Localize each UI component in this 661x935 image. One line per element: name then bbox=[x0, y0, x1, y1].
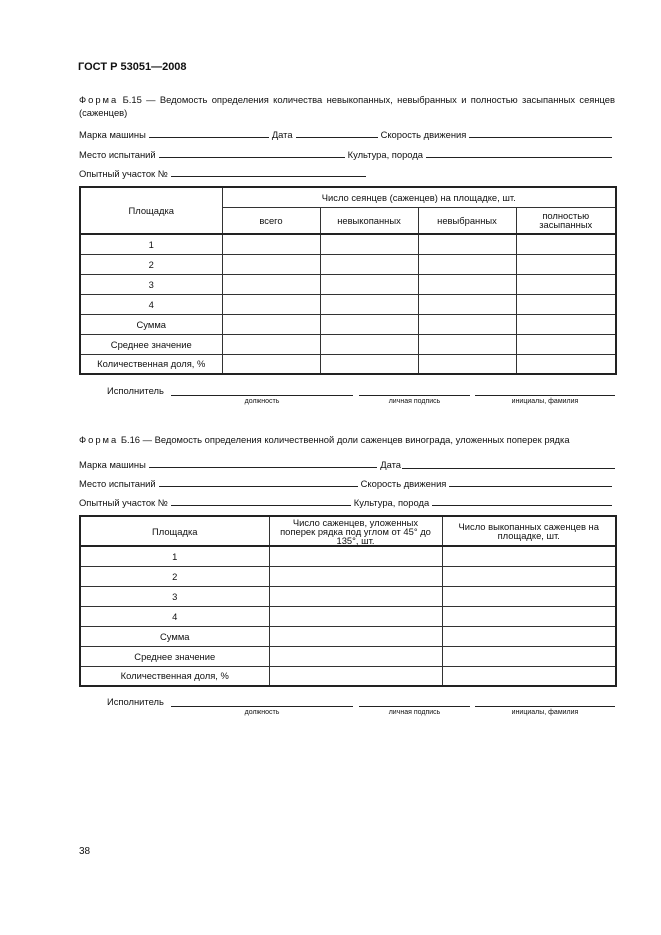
form1-title-text: Б.15 — Ведомость определения количества невыкопанных, невыбранных и полностью засыпанных сеянцев (саженцев) bbox=[79, 94, 616, 118]
table-cell[interactable] bbox=[320, 354, 418, 374]
table-cell[interactable] bbox=[442, 546, 616, 566]
table-cell[interactable] bbox=[418, 334, 516, 354]
form2-field-culture[interactable] bbox=[432, 496, 612, 506]
table-cell[interactable] bbox=[442, 606, 616, 626]
table-cell[interactable] bbox=[516, 294, 616, 314]
table-cell[interactable] bbox=[320, 334, 418, 354]
table-cell[interactable] bbox=[442, 566, 616, 586]
table-row bbox=[80, 234, 616, 254]
table-cell[interactable] bbox=[320, 254, 418, 274]
table-cell[interactable] bbox=[418, 274, 516, 294]
row-label: Среднее значение bbox=[80, 334, 222, 354]
form1-signature-position-line[interactable] bbox=[171, 395, 353, 396]
table-row bbox=[80, 254, 616, 274]
form1-header-group: Число сеянцев (саженцев) на площадке, шт. bbox=[222, 187, 616, 207]
form1-label-plot: Опытный участок № bbox=[79, 168, 168, 179]
table-cell[interactable] bbox=[269, 566, 442, 586]
table-cell[interactable] bbox=[516, 254, 616, 274]
form1-caption-name: инициалы, фамилия bbox=[511, 398, 579, 405]
row-label: Количественная доля, % bbox=[80, 354, 222, 374]
form2-signature-position-line[interactable] bbox=[171, 706, 353, 707]
form1-signature-name-line[interactable] bbox=[475, 395, 615, 396]
table-cell[interactable] bbox=[418, 354, 516, 374]
form1-header-unpicked: невыбранных bbox=[418, 207, 516, 234]
form1-header-area: Площадка bbox=[80, 187, 222, 234]
table-cell[interactable] bbox=[516, 314, 616, 334]
table-cell[interactable] bbox=[516, 274, 616, 294]
table-row bbox=[80, 354, 616, 374]
table-cell[interactable] bbox=[418, 254, 516, 274]
table-cell[interactable] bbox=[320, 314, 418, 334]
form1-row-machine bbox=[79, 128, 615, 140]
table-cell[interactable] bbox=[269, 546, 442, 566]
table-row bbox=[80, 314, 616, 334]
form2-prefix: Форма bbox=[79, 434, 119, 445]
form1-label-speed: Скорость движения bbox=[380, 129, 467, 140]
form1-label-culture: Культура, порода bbox=[347, 149, 424, 160]
row-label: Количественная доля, % bbox=[80, 666, 269, 686]
row-label: Сумма bbox=[80, 626, 269, 646]
table-cell[interactable] bbox=[442, 666, 616, 686]
form2-row-plot bbox=[79, 496, 615, 508]
form1-label-date: Дата bbox=[271, 129, 293, 140]
row-label: 4 bbox=[80, 606, 269, 626]
form2-title bbox=[79, 433, 615, 446]
row-label: 2 bbox=[80, 566, 269, 586]
form1-prefix: Форма bbox=[79, 94, 119, 105]
table-cell[interactable] bbox=[320, 234, 418, 254]
page-number: 38 bbox=[79, 846, 91, 857]
form2-field-machine[interactable] bbox=[149, 458, 377, 468]
table-cell[interactable] bbox=[222, 294, 320, 314]
form2-caption-name: инициалы, фамилия bbox=[511, 709, 579, 716]
form1-header-undug: невыкопанных bbox=[320, 207, 418, 234]
form1-row-place bbox=[79, 148, 615, 160]
form2-header-area: Площадка bbox=[80, 516, 269, 546]
table-row bbox=[80, 606, 616, 626]
form1-title bbox=[79, 93, 615, 119]
form2-label-culture: Культура, порода bbox=[353, 497, 430, 508]
table-cell[interactable] bbox=[320, 294, 418, 314]
document-header: ГОСТ Р 53051—2008 bbox=[78, 61, 187, 73]
row-label: 3 bbox=[80, 586, 269, 606]
form2-field-plot[interactable] bbox=[171, 496, 351, 506]
table-cell[interactable] bbox=[269, 646, 442, 666]
table-cell[interactable] bbox=[418, 314, 516, 334]
form1-label-place: Место испытаний bbox=[79, 149, 156, 160]
form1-table bbox=[79, 186, 617, 375]
form1-field-culture[interactable] bbox=[426, 148, 612, 158]
row-label: 1 bbox=[80, 234, 222, 254]
table-row bbox=[80, 586, 616, 606]
table-cell[interactable] bbox=[269, 606, 442, 626]
form1-caption-position: должность bbox=[244, 398, 280, 405]
form2-label-place: Место испытаний bbox=[79, 478, 156, 489]
form2-caption-position: должность bbox=[244, 709, 280, 716]
table-cell[interactable] bbox=[516, 234, 616, 254]
table-cell[interactable] bbox=[269, 586, 442, 606]
table-cell[interactable] bbox=[442, 586, 616, 606]
table-cell[interactable] bbox=[269, 666, 442, 686]
row-label: 4 bbox=[80, 294, 222, 314]
form2-label-plot: Опытный участок № bbox=[79, 497, 168, 508]
form1-signature-label: Исполнитель bbox=[107, 385, 164, 396]
form1-row-plot bbox=[79, 167, 369, 179]
form2-label-machine: Марка машины bbox=[79, 459, 146, 470]
table-row bbox=[80, 666, 616, 686]
form1-signature-sign-line[interactable] bbox=[359, 395, 470, 396]
form2-field-date[interactable] bbox=[402, 468, 615, 469]
table-row bbox=[80, 294, 616, 314]
row-label: 2 bbox=[80, 254, 222, 274]
table-row bbox=[80, 334, 616, 354]
form2-table bbox=[79, 515, 617, 687]
table-cell[interactable] bbox=[222, 234, 320, 254]
form2-row-place bbox=[79, 477, 615, 489]
table-cell[interactable] bbox=[222, 274, 320, 294]
table-cell[interactable] bbox=[418, 234, 516, 254]
row-label: Среднее значение bbox=[80, 646, 269, 666]
table-cell[interactable] bbox=[269, 626, 442, 646]
form2-header-across: Число саженцев, уложенных поперек рядка под углом от 45° до 135°, шт. bbox=[269, 516, 442, 546]
table-cell[interactable] bbox=[320, 274, 418, 294]
table-row bbox=[80, 566, 616, 586]
form1-label-machine: Марка машины bbox=[79, 129, 146, 140]
row-label: Сумма bbox=[80, 314, 222, 334]
form1-field-plot[interactable] bbox=[171, 167, 366, 177]
table-cell[interactable] bbox=[516, 354, 616, 374]
row-label: 3 bbox=[80, 274, 222, 294]
table-row bbox=[80, 546, 616, 566]
row-label: 1 bbox=[80, 546, 269, 566]
form1-field-machine[interactable] bbox=[149, 128, 269, 138]
form2-signature-label: Исполнитель bbox=[107, 696, 164, 707]
form1-field-place[interactable] bbox=[159, 148, 345, 158]
form2-field-speed[interactable] bbox=[449, 477, 612, 487]
form1-field-speed[interactable] bbox=[469, 128, 612, 138]
table-cell[interactable] bbox=[516, 334, 616, 354]
form1-caption-signature: личная подпись bbox=[388, 398, 441, 405]
form2-signature-name-line[interactable] bbox=[475, 706, 615, 707]
table-cell[interactable] bbox=[442, 626, 616, 646]
table-cell[interactable] bbox=[222, 354, 320, 374]
table-row bbox=[80, 626, 616, 646]
table-row bbox=[80, 646, 616, 666]
form1-field-date[interactable] bbox=[296, 128, 378, 138]
table-cell[interactable] bbox=[442, 646, 616, 666]
table-cell[interactable] bbox=[222, 314, 320, 334]
form1-header-buried: полностью засыпанных bbox=[516, 207, 616, 234]
form2-title-text: Б.16 — Ведомость определения количественной доли саженцев винограда, уложенных поперек рядка bbox=[120, 434, 570, 445]
form2-label-date: Дата bbox=[380, 459, 401, 470]
form2-label-speed: Скорость движения bbox=[360, 478, 447, 489]
table-cell[interactable] bbox=[418, 294, 516, 314]
form1-header-total: всего bbox=[222, 207, 320, 234]
form2-signature-sign-line[interactable] bbox=[359, 706, 470, 707]
table-cell[interactable] bbox=[222, 334, 320, 354]
form2-caption-signature: личная подпись bbox=[388, 709, 441, 716]
form2-header-unearthed: Число выкопанных саженцев на площадке, шт. bbox=[442, 516, 616, 546]
table-row bbox=[80, 274, 616, 294]
form2-field-place[interactable] bbox=[159, 477, 358, 487]
table-cell[interactable] bbox=[222, 254, 320, 274]
form2-row-machine bbox=[79, 458, 401, 470]
